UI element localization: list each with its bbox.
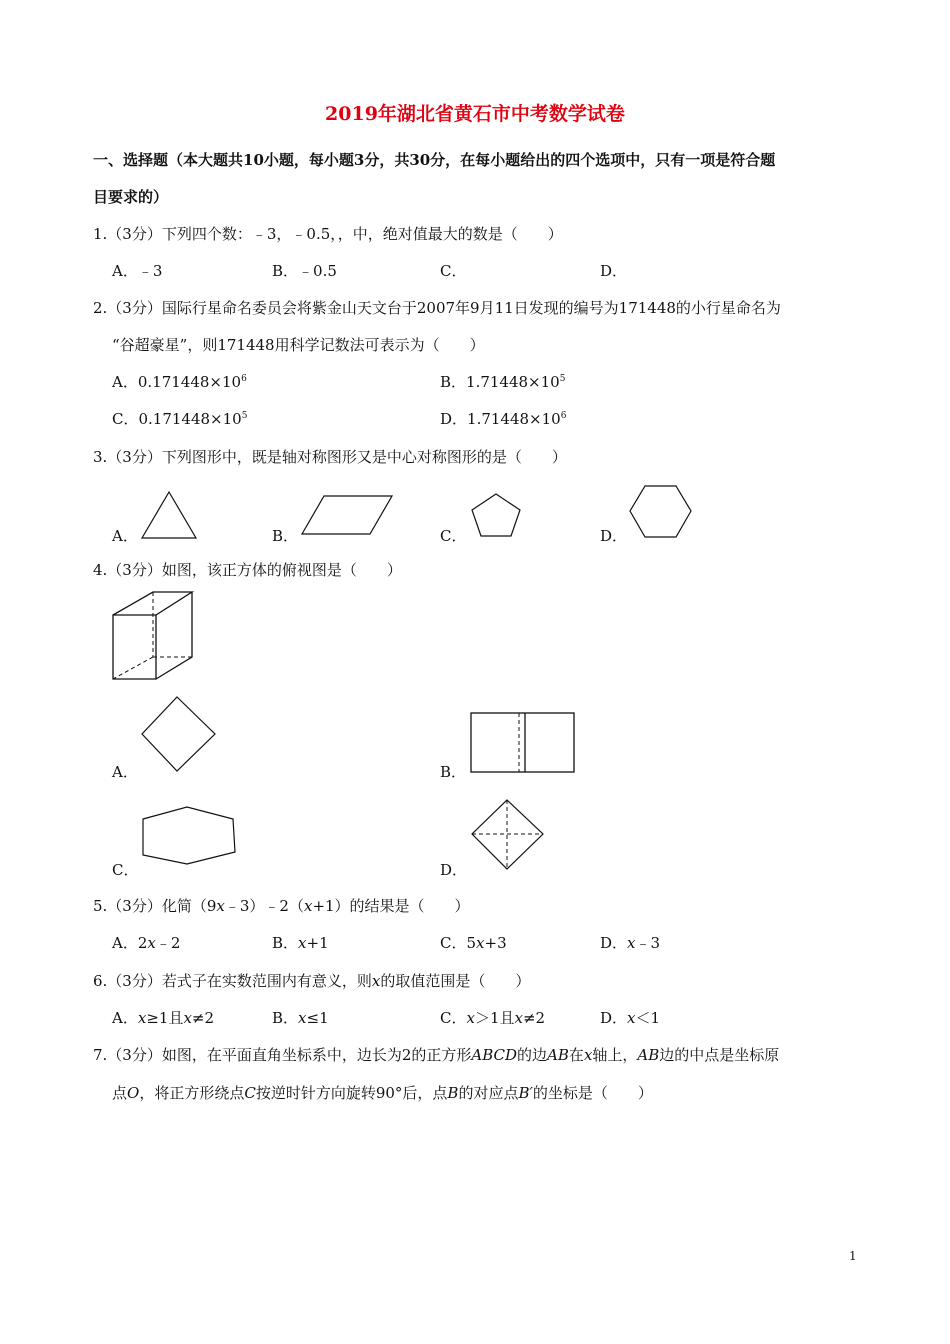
q5-option-d: D．x﹣3 <box>600 934 661 952</box>
question-2-stem-line2: “谷超豪星”，则171448用科学记数法可表示为（ ） <box>112 336 485 354</box>
q1-option-b: B．﹣0.5 <box>272 262 337 280</box>
q4-option-d: D． <box>440 861 468 879</box>
q4-option-d-diamond-figure <box>470 798 548 874</box>
q6-option-a: A．x≥1且x≠2 <box>112 1009 215 1027</box>
question-3-stem: 3.（3分）下列图形中，既是轴对称图形又是中心对称图形的是（ ） <box>93 448 567 466</box>
question-7-stem: 7.（3分）如图，在平面直角坐标系中，边长为2的正方形ABCD的边AB在x轴上，AB边的中点是坐标原 <box>93 1046 780 1064</box>
section-heading-line1: 一、选择题（本大题共10小题，每小题3分，共30分，在每小题给出的四个选项中，只有一项是符合题 <box>93 151 776 169</box>
q4-option-b: B． <box>440 763 467 781</box>
q3-triangle-figure <box>140 490 200 542</box>
q3-pentagon-figure <box>470 492 524 538</box>
q4-option-c-hexagon-figure <box>140 805 240 867</box>
q3-option-b: B． <box>272 527 299 545</box>
question-4-stem: 4.（3分）如图，该正方体的俯视图是（ ） <box>93 561 402 579</box>
q2-option-b: B．$1.71448\times 10^5$ <box>440 373 566 391</box>
q5-option-a: A．2x﹣2 <box>112 934 181 952</box>
q1-option-c: C． <box>440 262 467 280</box>
q3-option-d: D． <box>600 527 628 545</box>
q6-option-d: D．x＜1 <box>600 1009 661 1027</box>
question-1-stem: 1.（3分）下列四个数：﹣3，﹣0.5，，中，绝对值最大的数是（ ） <box>93 225 563 243</box>
q6-option-b: B．x≤1 <box>272 1009 329 1027</box>
q4-cube-figure <box>110 590 196 682</box>
q1-option-d: D． <box>600 262 628 280</box>
q4-option-b-rectangle-figure <box>468 710 578 776</box>
q2-option-d: D．$1.71448\times 10^6$ <box>440 410 567 428</box>
q4-option-a: A． <box>112 763 138 781</box>
q4-option-c: C． <box>112 861 139 879</box>
page-title: 2019年湖北省黄石市中考数学试卷 <box>325 103 625 125</box>
page-number: 1 <box>849 1249 857 1263</box>
q5-option-c: C．5x+3 <box>440 934 507 952</box>
q3-option-a: A． <box>112 527 138 545</box>
q5-option-b: B．x+1 <box>272 934 329 952</box>
q2-option-c: C．$0.171448\times 10^5$ <box>112 410 248 428</box>
question-5-stem: 5.（3分）化简（9x﹣3）﹣2（x+1）的结果是（ ） <box>93 897 470 915</box>
question-7-stem-line2: 点O，将正方形绕点C按逆时针方向旋转90°后，点B的对应点B′的坐标是（ ） <box>112 1084 653 1102</box>
section-heading-line2: 目要求的） <box>93 188 169 206</box>
q3-option-c: C． <box>440 527 467 545</box>
question-2-stem: 2.（3分）国际行星命名委员会将紫金山天文台于2007年9月11日发现的编号为171448的小行星命名为 <box>93 299 781 317</box>
question-6-stem: 6.（3分）若式子在实数范围内有意义，则x的取值范围是（ ） <box>93 972 531 990</box>
q3-parallelogram-figure <box>300 494 396 538</box>
q4-option-a-diamond-figure <box>140 694 220 776</box>
q2-option-a: A．$0.171448\times 10^6$ <box>112 373 247 391</box>
q6-option-c: C．x＞1且x≠2 <box>440 1009 546 1027</box>
q3-hexagon-figure <box>628 484 694 540</box>
q1-option-a: A．﹣3 <box>112 262 163 280</box>
